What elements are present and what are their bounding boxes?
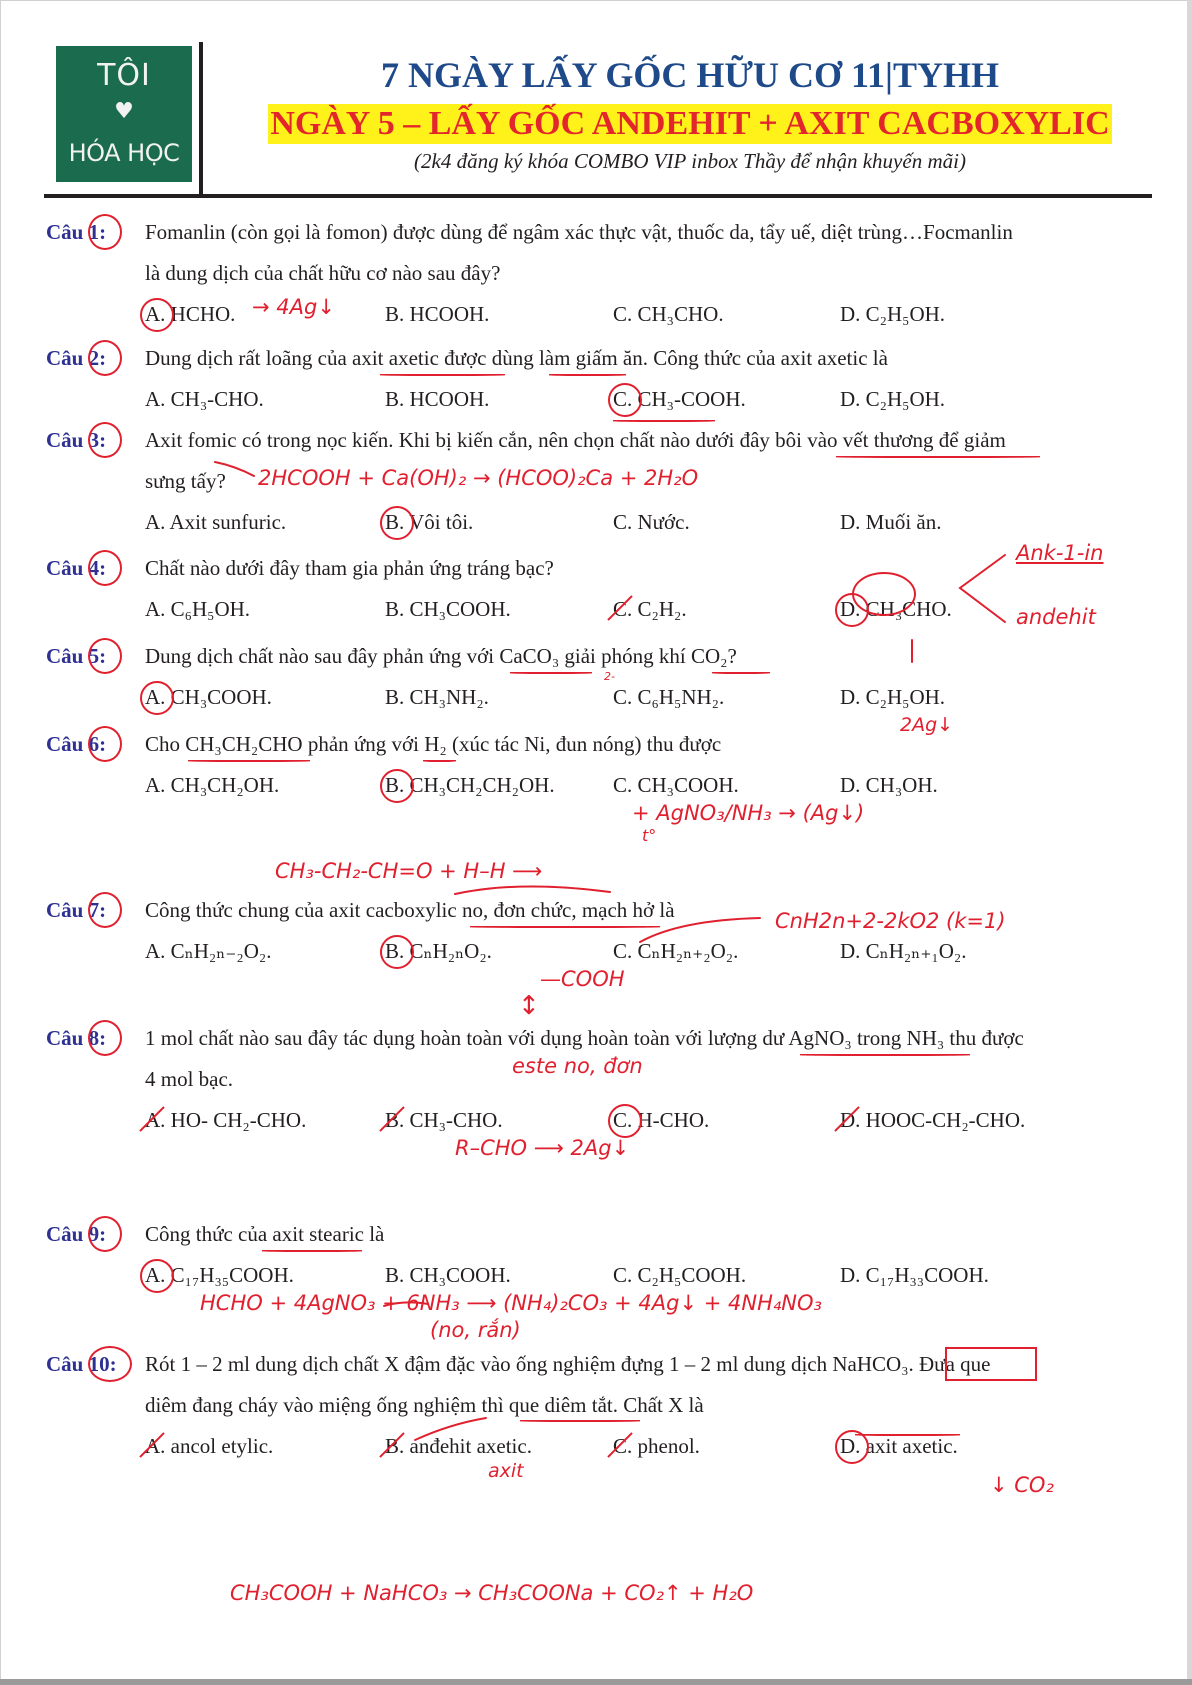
- annotation-q10-axit: axit: [488, 1460, 524, 1482]
- question-text: Fomanlin (còn gọi là fomon) được dùng để ngâm xác thực vật, thuốc da, tẩy uế, diệt trùng…Focmanlin: [145, 220, 1013, 244]
- answer-option-d[interactable]: D. Muối ăn.: [840, 510, 942, 534]
- question-number-circle: [88, 1216, 122, 1252]
- annotation-q1: → 4Ag↓: [252, 295, 335, 319]
- logo-line1: TÔI: [97, 58, 151, 93]
- answer-option-c[interactable]: C. CₙH₂ₙ₊₂O₂.: [613, 939, 739, 963]
- question-text: 1 mol chất nào sau đây tác dụng hoàn toàn với dụng hoàn toàn với lượng dư AgNO₃ trong NH₃ thu được: [145, 1026, 1024, 1050]
- underline-mark: [549, 374, 626, 376]
- answer-option-d[interactable]: D. HOOC-CH₂-CHO.: [840, 1108, 1026, 1132]
- answer-option-c[interactable]: C. CH₃-COOH.: [613, 387, 746, 411]
- annotation-q3: 2HCOOH + Ca(OH)₂ → (HCOO)₂Ca + 2H₂O: [258, 466, 699, 490]
- annotation-q7-formula: CnH2n+2-2kO2 (k=1): [775, 909, 1006, 933]
- underline-mark: [613, 420, 715, 422]
- answer-option-b[interactable]: B. CH₃COOH.: [385, 597, 511, 621]
- question-text: sưng tấy?: [145, 469, 226, 493]
- question-label: Câu 9:: [46, 1222, 107, 1246]
- question-label: Câu 5:: [46, 644, 107, 668]
- question-number-circle: [88, 1020, 122, 1056]
- question-text: Công thức chung của axit cacboxylic no, đơn chức, mạch hở là: [145, 898, 675, 922]
- page-title: 7 NGÀY LẤY GỐC HỮU CƠ 11|TYHH: [381, 55, 999, 95]
- annotation-q5-charge: 2-: [604, 670, 615, 683]
- answer-option-d[interactable]: D. CₙH₂ₙ₊₁O₂.: [840, 939, 967, 963]
- answer-option-b[interactable]: B. HCOOH.: [385, 387, 490, 411]
- annotation-q8-general: R–CHO ⟶ 2Ag↓: [455, 1136, 630, 1160]
- annotation-q7-group: —COOH: [540, 967, 625, 991]
- answer-option-c[interactable]: C. CH₃CHO.: [613, 302, 724, 326]
- answer-option-a[interactable]: A. Axit sunfuric.: [145, 510, 287, 534]
- annotation-q8-reaction: HCHO + 4AgNO₃ + 6NH₃ ⟶ (NH₄)₂CO₃ + 4Ag↓ + 4NH₄NO₃: [200, 1291, 822, 1315]
- highlight-box: [945, 1347, 1037, 1381]
- question-label: Câu 1:: [46, 220, 107, 244]
- question-label: Câu 6:: [46, 732, 107, 756]
- selected-answer-circle: [380, 769, 414, 803]
- question-text: 4 mol bạc.: [145, 1067, 234, 1091]
- question-text: Dung dịch chất nào sau đây phản ứng với CaCO₃ giải phóng khí CO₂?: [145, 644, 737, 668]
- logo-line2: HÓA HỌC: [68, 139, 180, 167]
- answer-option-a[interactable]: A. C₁₇H₃₅COOH.: [145, 1263, 294, 1287]
- annotation-q10-reaction: CH₃COOH + NaHCO₃ → CH₃COONa + CO₂↑ + H₂O: [230, 1581, 754, 1605]
- answer-option-c[interactable]: C. CH₃COOH.: [613, 773, 739, 797]
- annotation-q4-branch2: andehit: [1016, 605, 1096, 629]
- question-number-circle: [88, 726, 122, 762]
- promo-note: (2k4 đăng ký khóa COMBO VIP inbox Thầy để nhận khuyến mãi): [414, 149, 966, 173]
- question-label: Câu 8:: [46, 1026, 107, 1050]
- selected-answer-circle: [608, 383, 642, 417]
- question-number-circle: [88, 638, 122, 674]
- answer-option-a[interactable]: A. HO- CH₂-CHO.: [145, 1108, 307, 1132]
- page-shadow-right: [1187, 0, 1192, 1685]
- selected-answer-circle: [380, 506, 414, 540]
- answer-option-c[interactable]: C. C₂H₅COOH.: [613, 1263, 747, 1287]
- annotation-q4-reaction: + AgNO₃/NH₃ → (Ag↓): [632, 801, 865, 825]
- header-divider-vertical: [199, 42, 203, 194]
- answer-option-a[interactable]: A. CH₃-CHO.: [145, 387, 264, 411]
- page-shadow-bottom: [0, 1679, 1192, 1685]
- answer-option-b[interactable]: B. HCOOH.: [385, 302, 490, 326]
- answer-option-c[interactable]: C. H-CHO.: [613, 1108, 710, 1132]
- question-text: Dung dịch rất loãng của axit axetic được dùng làm giấm ăn. Công thức của axit axetic là: [145, 346, 888, 370]
- answer-option-d[interactable]: D. C₂H₅OH.: [840, 685, 946, 709]
- underline-mark: [836, 456, 1040, 458]
- answer-option-a[interactable]: A. HCHO.: [145, 302, 236, 326]
- question-number-circle: [88, 340, 122, 376]
- logo: [56, 46, 192, 182]
- question-label: Câu 3:: [46, 428, 107, 452]
- annotation-q6-heat: t°: [642, 826, 657, 845]
- question-text: Rót 1 – 2 ml dung dịch chất X đậm đặc vào ống nghiệm đựng 1 – 2 ml dung dịch NaHCO₃. Đưa que: [145, 1352, 991, 1376]
- selected-answer-circle: [380, 935, 414, 969]
- answer-option-d[interactable]: D. C₁₇H₃₃COOH.: [840, 1263, 989, 1287]
- question-number-circle: [88, 1346, 132, 1382]
- ag-circle: [852, 572, 916, 616]
- answer-option-a[interactable]: A. ancol etylic.: [145, 1434, 274, 1458]
- question-number-circle: [88, 892, 122, 928]
- answer-option-a[interactable]: A. C₆H₅OH.: [145, 597, 251, 621]
- question-text: Công thức của axit stearic là: [145, 1222, 385, 1246]
- answer-option-b[interactable]: B. CH₃-CHO.: [385, 1108, 503, 1132]
- answer-option-b[interactable]: B. CₙH₂ₙO₂.: [385, 939, 492, 963]
- annotation-q9: (no, rắn): [430, 1318, 521, 1342]
- question-label: Câu 10:: [46, 1352, 117, 1376]
- underline-mark: [520, 1420, 640, 1422]
- answer-option-d[interactable]: D. CH₃CHO.: [840, 597, 952, 621]
- answer-option-b[interactable]: B. anđehit axetic.: [385, 1434, 532, 1458]
- underline-mark: [470, 926, 660, 928]
- answer-option-c[interactable]: C. Nước.: [613, 510, 690, 534]
- answer-option-d[interactable]: D. axit axetic.: [840, 1434, 958, 1458]
- underline-mark: [855, 1434, 960, 1436]
- heart-icon: ♥: [114, 99, 134, 124]
- question-label: Câu 7:: [46, 898, 107, 922]
- answer-option-a[interactable]: A. CₙH₂ₙ₋₂O₂.: [145, 939, 272, 963]
- question-text: Axit fomic có trong nọc kiến. Khi bị kiến cắn, nên chọn chất nào dưới đây bôi vào vết thương để giảm: [145, 428, 1006, 452]
- question-text: Chất nào dưới đây tham gia phản ứng tráng bạc?: [145, 556, 554, 580]
- answer-option-b[interactable]: B. CH₃COOH.: [385, 1263, 511, 1287]
- underline-mark: [712, 672, 770, 674]
- question-text: diêm đang cháy vào miệng ống nghiệm thì que diêm tắt. Chất X là: [145, 1393, 704, 1417]
- answer-option-b[interactable]: B. CH₃NH₂.: [385, 685, 489, 709]
- underline-mark: [262, 1250, 362, 1252]
- answer-option-d[interactable]: D. CH₃OH.: [840, 773, 938, 797]
- answer-option-c[interactable]: C. C₆H₅NH₂.: [613, 685, 725, 709]
- selected-answer-circle: [140, 681, 174, 715]
- header-divider-horizontal: [44, 194, 1152, 198]
- answer-option-b[interactable]: B. Vôi tôi.: [385, 510, 474, 534]
- question-label: Câu 2:: [46, 346, 107, 370]
- question-number-circle: [88, 214, 122, 250]
- underline-mark: [423, 760, 456, 762]
- answer-option-c[interactable]: C. phenol.: [613, 1434, 700, 1458]
- selected-answer-circle: [140, 298, 174, 332]
- annotation-q4-branch1: Ank-1-in: [1016, 541, 1104, 565]
- underline-mark: [188, 760, 310, 762]
- answer-option-c[interactable]: C. C₂H₂.: [613, 597, 687, 621]
- underline-mark: [510, 672, 592, 674]
- selected-answer-circle: [140, 1259, 174, 1293]
- underline-mark: [380, 374, 505, 376]
- question-number-circle: [88, 422, 122, 458]
- selected-answer-circle: [608, 1104, 642, 1138]
- annotation-q7-ester: este no, đơn: [512, 1054, 643, 1078]
- answer-option-d[interactable]: D. C₂H₅OH.: [840, 387, 946, 411]
- answer-option-a[interactable]: A. CH₃COOH.: [145, 685, 272, 709]
- answer-option-b[interactable]: B. CH₃CH₂CH₂OH.: [385, 773, 555, 797]
- page-subtitle: NGÀY 5 – LẤY GỐC ANDEHIT + AXIT CACBOXYLIC: [270, 105, 1110, 142]
- question-text: Cho CH₃CH₂CHO phản ứng với H₂ (xúc tác Ni, đun nóng) thu được: [145, 732, 722, 756]
- underline-mark: [800, 1054, 970, 1056]
- annotation-q4-below: 2Ag↓: [900, 714, 954, 736]
- question-number-circle: [88, 550, 122, 586]
- annotation-q10-co2: ↓ CO₂: [990, 1473, 1054, 1497]
- answer-option-a[interactable]: A. CH₃CH₂OH.: [145, 773, 280, 797]
- question-label: Câu 4:: [46, 556, 107, 580]
- annotation-q7-arrow: ↕: [518, 991, 540, 1021]
- answer-option-d[interactable]: D. C₂H₅OH.: [840, 302, 946, 326]
- annotation-q6-mechanism: CH₃-CH₂-CH=O + H–H ⟶: [275, 859, 543, 883]
- question-text: là dung dịch của chất hữu cơ nào sau đây?: [145, 261, 501, 285]
